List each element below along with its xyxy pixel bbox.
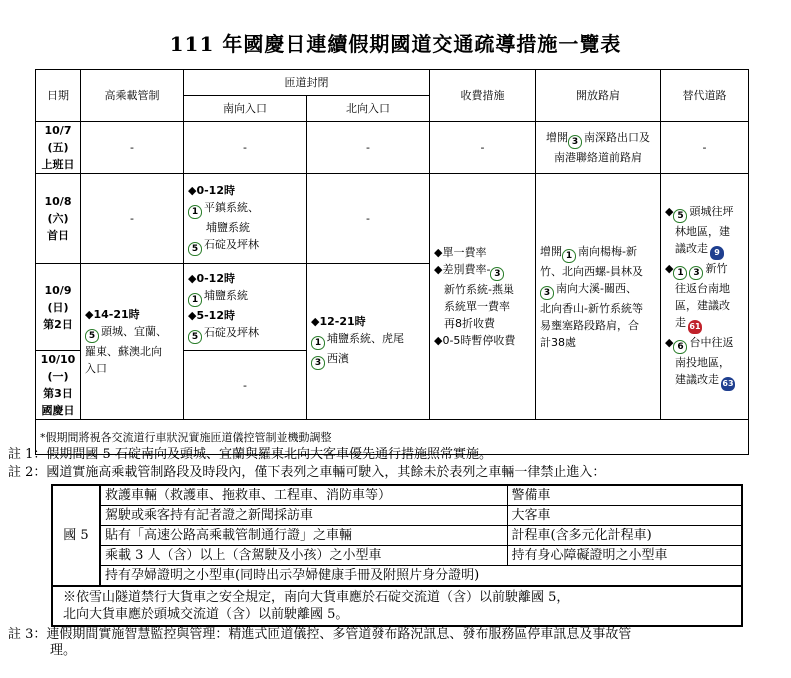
header-hov: 高乘載管制 (81, 70, 184, 122)
hov-1008: - (81, 174, 184, 264)
south-1008: ◆0-12時 1 平鎮系統、 埔鹽系統 5 石碇及坪林 (184, 174, 307, 264)
toll-1007: - (430, 122, 536, 174)
date-cell-1008: 10/8 (六) 首日 (36, 174, 81, 264)
freeway-5-icon: 5 (188, 242, 202, 256)
header-toll: 收費措施 (430, 70, 536, 122)
note-2: 註 2：國道實施高乘載管制路段及時段內，僅下表列之車輛可駛入，其餘未於表列之車輛一律禁止進入： (8, 465, 606, 480)
freeway-1-icon: 1 (188, 293, 202, 307)
allowed-vehicles-table (51, 484, 743, 627)
vehicle-cell: 計程車(含多元化計程車) (507, 526, 742, 546)
hov-1007: - (81, 122, 184, 174)
vehicle-cell: 大客車 (507, 506, 742, 526)
freeway-label: 國 5 (52, 485, 100, 586)
date-cell-1010: 10/10 (一) 第3日 國慶日 (36, 351, 81, 420)
date-cell-1009: 10/9 (日) 第2日 (36, 264, 81, 351)
freeway-3-icon: 3 (490, 267, 504, 281)
table-footnote: *假期間將視各交流道行車狀況實施匝道儀控管制並機動調整 (36, 420, 749, 455)
measures-table (35, 69, 749, 455)
shoulder-1007: 增開 3 南深路出口及 南港聯絡道前路肩 (536, 122, 661, 174)
header-ramp: 匝道封閉 (184, 70, 430, 96)
page-title: 111 年國慶日連續假期國道交通疏導措施一覽表 (169, 32, 622, 56)
freeway-3-icon: 3 (568, 135, 582, 149)
freeway-6-icon: 6 (673, 340, 687, 354)
south-1010: - (184, 351, 307, 420)
date-cell-1007: 10/7 (五) 上班日 (36, 122, 81, 174)
north-1007: - (307, 122, 430, 174)
alt-1007: - (661, 122, 749, 174)
header-shoulder: 開放路肩 (536, 70, 661, 122)
vehicle-cell: 持有孕婦證明之小型車(同時出示孕婦健康手冊及附照片身分證明) (100, 566, 742, 587)
header-alt: 替代道路 (661, 70, 749, 122)
freeway-3-icon: 3 (689, 266, 703, 280)
note-3-line2: 理。 (50, 643, 77, 658)
freeway-1-icon: 1 (673, 266, 687, 280)
vehicle-cell: 駕駛或乘客持有記者證之新聞採訪車 (100, 506, 507, 526)
toll-measures: ◆單一費率 ◆差別費率- 3 新竹系統-燕巢 系統單一費率 再8折收費 ◆0-5時暫停收費 (430, 174, 536, 420)
freeway-1-icon: 1 (562, 249, 576, 263)
note-1: 註 1：假期間國 5 石碇南向及頭城、宜蘭與羅東北向大客車優先通行措施照常實施。 (8, 447, 492, 462)
freeway-5-icon: 5 (188, 330, 202, 344)
freeway-3-icon: 3 (311, 356, 325, 370)
header-south: 南向入口 (184, 96, 307, 122)
north-1008: - (307, 174, 430, 264)
vehicle-cell: 救護車輛（救護車、拖救車、工程車、消防車等） (100, 485, 507, 506)
header-date: 日期 (36, 70, 81, 122)
north-1009: ◆12-21時 1 埔鹽系統、虎尾 3 西濱 (307, 264, 430, 420)
note-3-line1: 註 3：連假期間實施智慧監控與管理：精進式匝道儀控、多管道發布路況訊息、發布服務區停車訊息及事故管 (8, 627, 632, 642)
freeway-1-icon: 1 (311, 336, 325, 350)
south-1007: - (184, 122, 307, 174)
freeway-5-icon: 5 (85, 329, 99, 343)
snow-tunnel-rule: ※依雪山隧道禁行大貨車之安全規定，南向大貨車應於石碇交流道（含）以前駛離國 5， 北向大貨車應於頭城交流道（含）以前駛離國 5。 (52, 586, 742, 626)
hov-1009: ◆14-21時 5 頭城、宜蘭、 羅東、蘇澳北向 入口 (81, 264, 184, 420)
freeway-1-icon: 1 (188, 205, 202, 219)
south-1009: ◆0-12時 1 埔鹽系統 ◆5-12時 5 石碇及坪林 (184, 264, 307, 351)
shoulder-measures: 增開 1 南向楊梅-新 竹、北向西螺-員林及 3 南向大溪-關西、 北向香山-新竹系統等 易壅塞路段路肩，合 計38處 (536, 174, 661, 420)
vehicle-cell: 乘載 3 人（含）以上（含駕駛及小孩）之小型車 (100, 546, 507, 566)
provincial-61-icon: 61 (688, 320, 702, 334)
freeway-5-icon: 5 (673, 209, 687, 223)
provincial-9-icon: 9 (710, 246, 724, 260)
vehicle-cell: 貼有「高速公路高乘載管制通行證」之車輛 (100, 526, 507, 546)
header-north: 北向入口 (307, 96, 430, 122)
vehicle-cell: 警備車 (507, 485, 742, 506)
alt-routes: ◆ 5 頭城往坪 林地區，建 議改走 9 ◆ 1 3 新竹 往返台南地 區，建議改 走 61 ◆ 6 台中往返 南投地區， 建議改走 63 (661, 174, 749, 420)
vehicle-cell: 持有身心障礙證明之小型車 (507, 546, 742, 566)
provincial-63-icon: 63 (721, 377, 735, 391)
freeway-3-icon: 3 (540, 286, 554, 300)
